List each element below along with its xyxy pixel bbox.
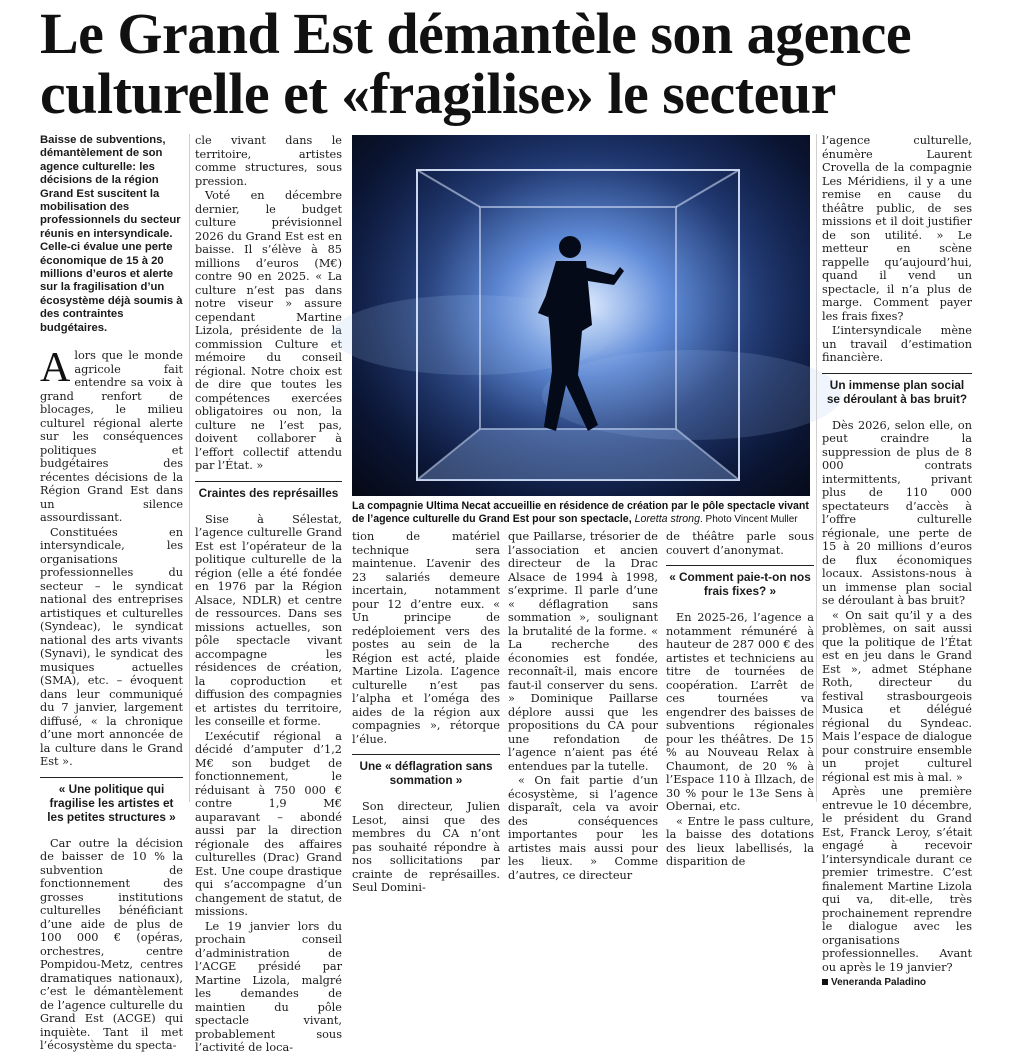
paragraph: Constituées en intersyndicale, les organisations professionnelles du secteur – le syndicat national des entreprises artistiques et culturelles (Syndeac), le syndicat national des arts vivants (Synavi), le syndicat des musiques actuelles (SMA), etc. – évoquent dans leur communiqué du 7 janvier, largement diffusé, « la chronique d’une mort annoncée de la culture dans le Grand Est ».: [40, 525, 183, 769]
byline-square-icon: [822, 979, 828, 985]
chapo-text: Baisse de subventions, démantèlement de son agence culturelle: les décisions de la région Grand Est suscitent la mobilisation des professionnels du secteur réunis en intersyndicale. Celle-ci évalue une perte économique de 15 à 20 millions d’euros et alerte sur la fragilisation d’un écosystème déjà soumis à des contraintes budgétaires.: [40, 134, 183, 334]
byline: [822, 976, 972, 990]
paragraph: « Entre le pass culture, la baisse des dotations des lieux labellisés, la disparition de: [666, 814, 814, 868]
caption-text: La compagnie Ultima Necat accueillie en résidence de création par le pôle spectacle vivant de l’agence culturelle du Grand Est pour son spectacle,: [352, 500, 809, 525]
article-column-6: [822, 134, 972, 988]
paragraph: Voté en décembre dernier, le budget culture prévisionnel 2026 du Grand Est est en baisse. Il s’élève à 85 millions d’euros (M€) contre 90 en 2025. « La culture n’est pas dans notre viseur » assure cependant Martine Lizola, présidente de la commission Culture et mémoire du conseil régional. Notre choix est de dire que toutes les compétences exercées obligatoires ou non, la culture ne l’est pas, doivent collaborer à l’effort collectif attendu par l’État. »: [195, 189, 342, 472]
paragraph: Sise à Sélestat, l’agence culturelle Grand Est est l’opérateur de la politique culturelle de la région (elle a été fondée en 1976 par la Région Alsace, NDLR) et centre de ressources. Dans ses missions actuelles, son pôle spectacle vivant accompagne les résidences de création, la coproduction et diffusion des compagnies et artistes du territoire, les conseille et forme.: [195, 512, 342, 728]
subhead: Une « déflagration sans sommation »: [352, 754, 500, 792]
lead-text: lors que le monde agricole fait entendre sa voix à grand renfort de blocages, le milieu culturel régional alerte sur les conséquences politiques et budgétaires des récentes décisions de la Région Grand Est dans un silence assourdissant.: [40, 349, 183, 525]
article-column-2: [195, 134, 342, 1054]
paragraph: L’intersyndicale mène un travail d’estimation financière.: [822, 324, 972, 364]
photo-credit: . Photo Vincent Muller: [699, 513, 798, 525]
paragraph: cle vivant dans le territoire, artistes comme structures, sous pression.: [195, 134, 342, 188]
article-column-4: [508, 530, 658, 882]
paragraph: de théâtre parle sous couvert d’anonymat.: [666, 530, 814, 557]
paragraph: l’agence culturelle, énumère Laurent Crovella de la compagnie Les Méridiens, il y a une remise en cause du théâtre public, de ses missions et il doit justifier de son utilité. » Le metteur en scène rappelle qu’aujourd’hui, quand il vend un spectacle, il n’a plus de marge. Comment payer les frais fixes?: [822, 134, 972, 323]
subhead: « Comment paie-t-on nos frais fixes? »: [666, 565, 814, 603]
paragraph: Le 19 janvier lors du prochain conseil d’administration de l’ACGE présidé par Martine Lizola, malgré les demandes de maintien du pôle spectacle vivant, probablement sous l’activité de loca-: [195, 919, 342, 1054]
subhead: Craintes des représailles: [195, 481, 342, 505]
subhead: Un immense plan social se déroulant à bas bruit?: [822, 373, 972, 411]
paragraph: En 2025-26, l’agence a notamment rémunéré à hauteur de 287 000 € des artistes et techniciens au titre de tournées de coopération. L’arrêt de ces tournées va engendrer des baisses de subventions régionales pour les théâtres. De 15 % au Nouveau Relax à Chaumont, de 20 % à l’Espace 110 à Illzach, de 30 % pour le 13e Sens à Obernai, etc.: [666, 611, 814, 813]
paragraph: Dès 2026, selon elle, on peut craindre la suppression de plus de 8 000 contrats intermittents, privant plus de 110 000 spectateurs d’accès à l’offre culturelle régionale, une perte de 15 à 20 millions d’euros de flux économiques locaux. Assistons-nous à un immense plan social se déroulant à bas bruit?: [822, 418, 972, 607]
paragraph: L’exécutif régional a décidé d’amputer d’1,2 M€ son budget de fonctionnement, le réduisant à 750 000 € contre 1,9 M€ auparavant – abondé aussi par la direction régionale des affaires culturelles (Drac) Grand Est. Une coupe drastique qui s’accompagne d’un changement de statut, de missions.: [195, 729, 342, 918]
lead-paragraph: [40, 345, 183, 525]
article-photo: [352, 135, 810, 496]
paragraph: « On sait qu’il y a des problèmes, on sait aussi que la politique de l’État est en jeu dans le Grand Est », admet Stéphane Roth, directeur du festival strasbourgeois Musica et délégué régional du Syndeac. Mais l’espace de dialogue pour construire ensemble un projet culturel régional est mis à mal. »: [822, 608, 972, 784]
byline-author: Veneranda Paladino: [831, 977, 927, 988]
paragraph: tion de matériel technique sera maintenue. L’avenir des 23 salariés demeure incertain, notamment pour 12 d’entre eux. « Un principe de redéploiement vers des postes au sein de la Région est acté, plaide Martine Lizola. L’agence culturelle n’est pas l’alpha et l’oméga des aides de la région aux compagnies », rétorque l’élue.: [352, 530, 500, 746]
paragraph: que Paillarse, trésorier de l’association et ancien directeur de la Drac Alsace de 1994 à 1998, s’exprime. Il parle d’une « déflagration sans sommation », soulignant la brutalité de la forme. « La recherche des économies est fondée, reconnaît-il, mais encore faut-il conserver du sens. » Dominique Paillarse déplore aussi que les propositions du CA pour une refondation de l’agence n’aient pas été entendues par la tutelle.: [508, 530, 658, 773]
caption-show-title: Loretta strong: [634, 512, 700, 525]
dropcap: A: [40, 345, 71, 392]
subhead: « Une politique qui fragilise les artistes et les petites structures »: [40, 777, 183, 829]
article-column-3: [352, 530, 500, 894]
paragraph: Car outre la décision de baisser de 10 % la subvention de fonctionnement des grosses institutions culturelles bénéficiant d’une aide de plus de 100 000 € (opéras, orchestres, centre Pompidou-Metz, centres dramatiques nationaux), c’est le démantèlement de l’agence culturelle du Grand Est (ACGE) qui inquiète. Tant il met l’écosystème du specta-: [40, 836, 183, 1053]
photo-caption: [352, 500, 814, 526]
photo-illustration: [352, 135, 810, 496]
paragraph: Après une première entrevue le 10 décembre, le président du Grand Est, Franck Leroy, s’était engagé à recevoir l’intersyndicale durant ce premier trimestre. C’est finalement Martine Lizola qui va, dit-elle, très prochainement reprendre le dialogue avec les organisations professionnelles. Avant ou après le 19 janvier?: [822, 785, 972, 974]
article-column-1: [40, 134, 183, 1053]
article-column-5: [666, 530, 814, 868]
column-separator: [189, 134, 190, 802]
column-separator: [816, 134, 817, 802]
paragraph: Son directeur, Julien Lesot, ainsi que des membres du CA n’ont pas souhaité répondre à nos sollicitations par crainte de représailles. Seul Domini-: [352, 800, 500, 894]
article-headline: Le Grand Est démantèle son agence culturelle et «fragilise» le secteur: [40, 1, 912, 126]
paragraph: « On fait partie d’un écosystème, si l’agence disparaît, cela va avoir des conséquences importantes pour les artistes mais aussi pour les lieux. » Comme d’autres, ce directeur: [508, 774, 658, 882]
article-chapo: [40, 134, 183, 335]
